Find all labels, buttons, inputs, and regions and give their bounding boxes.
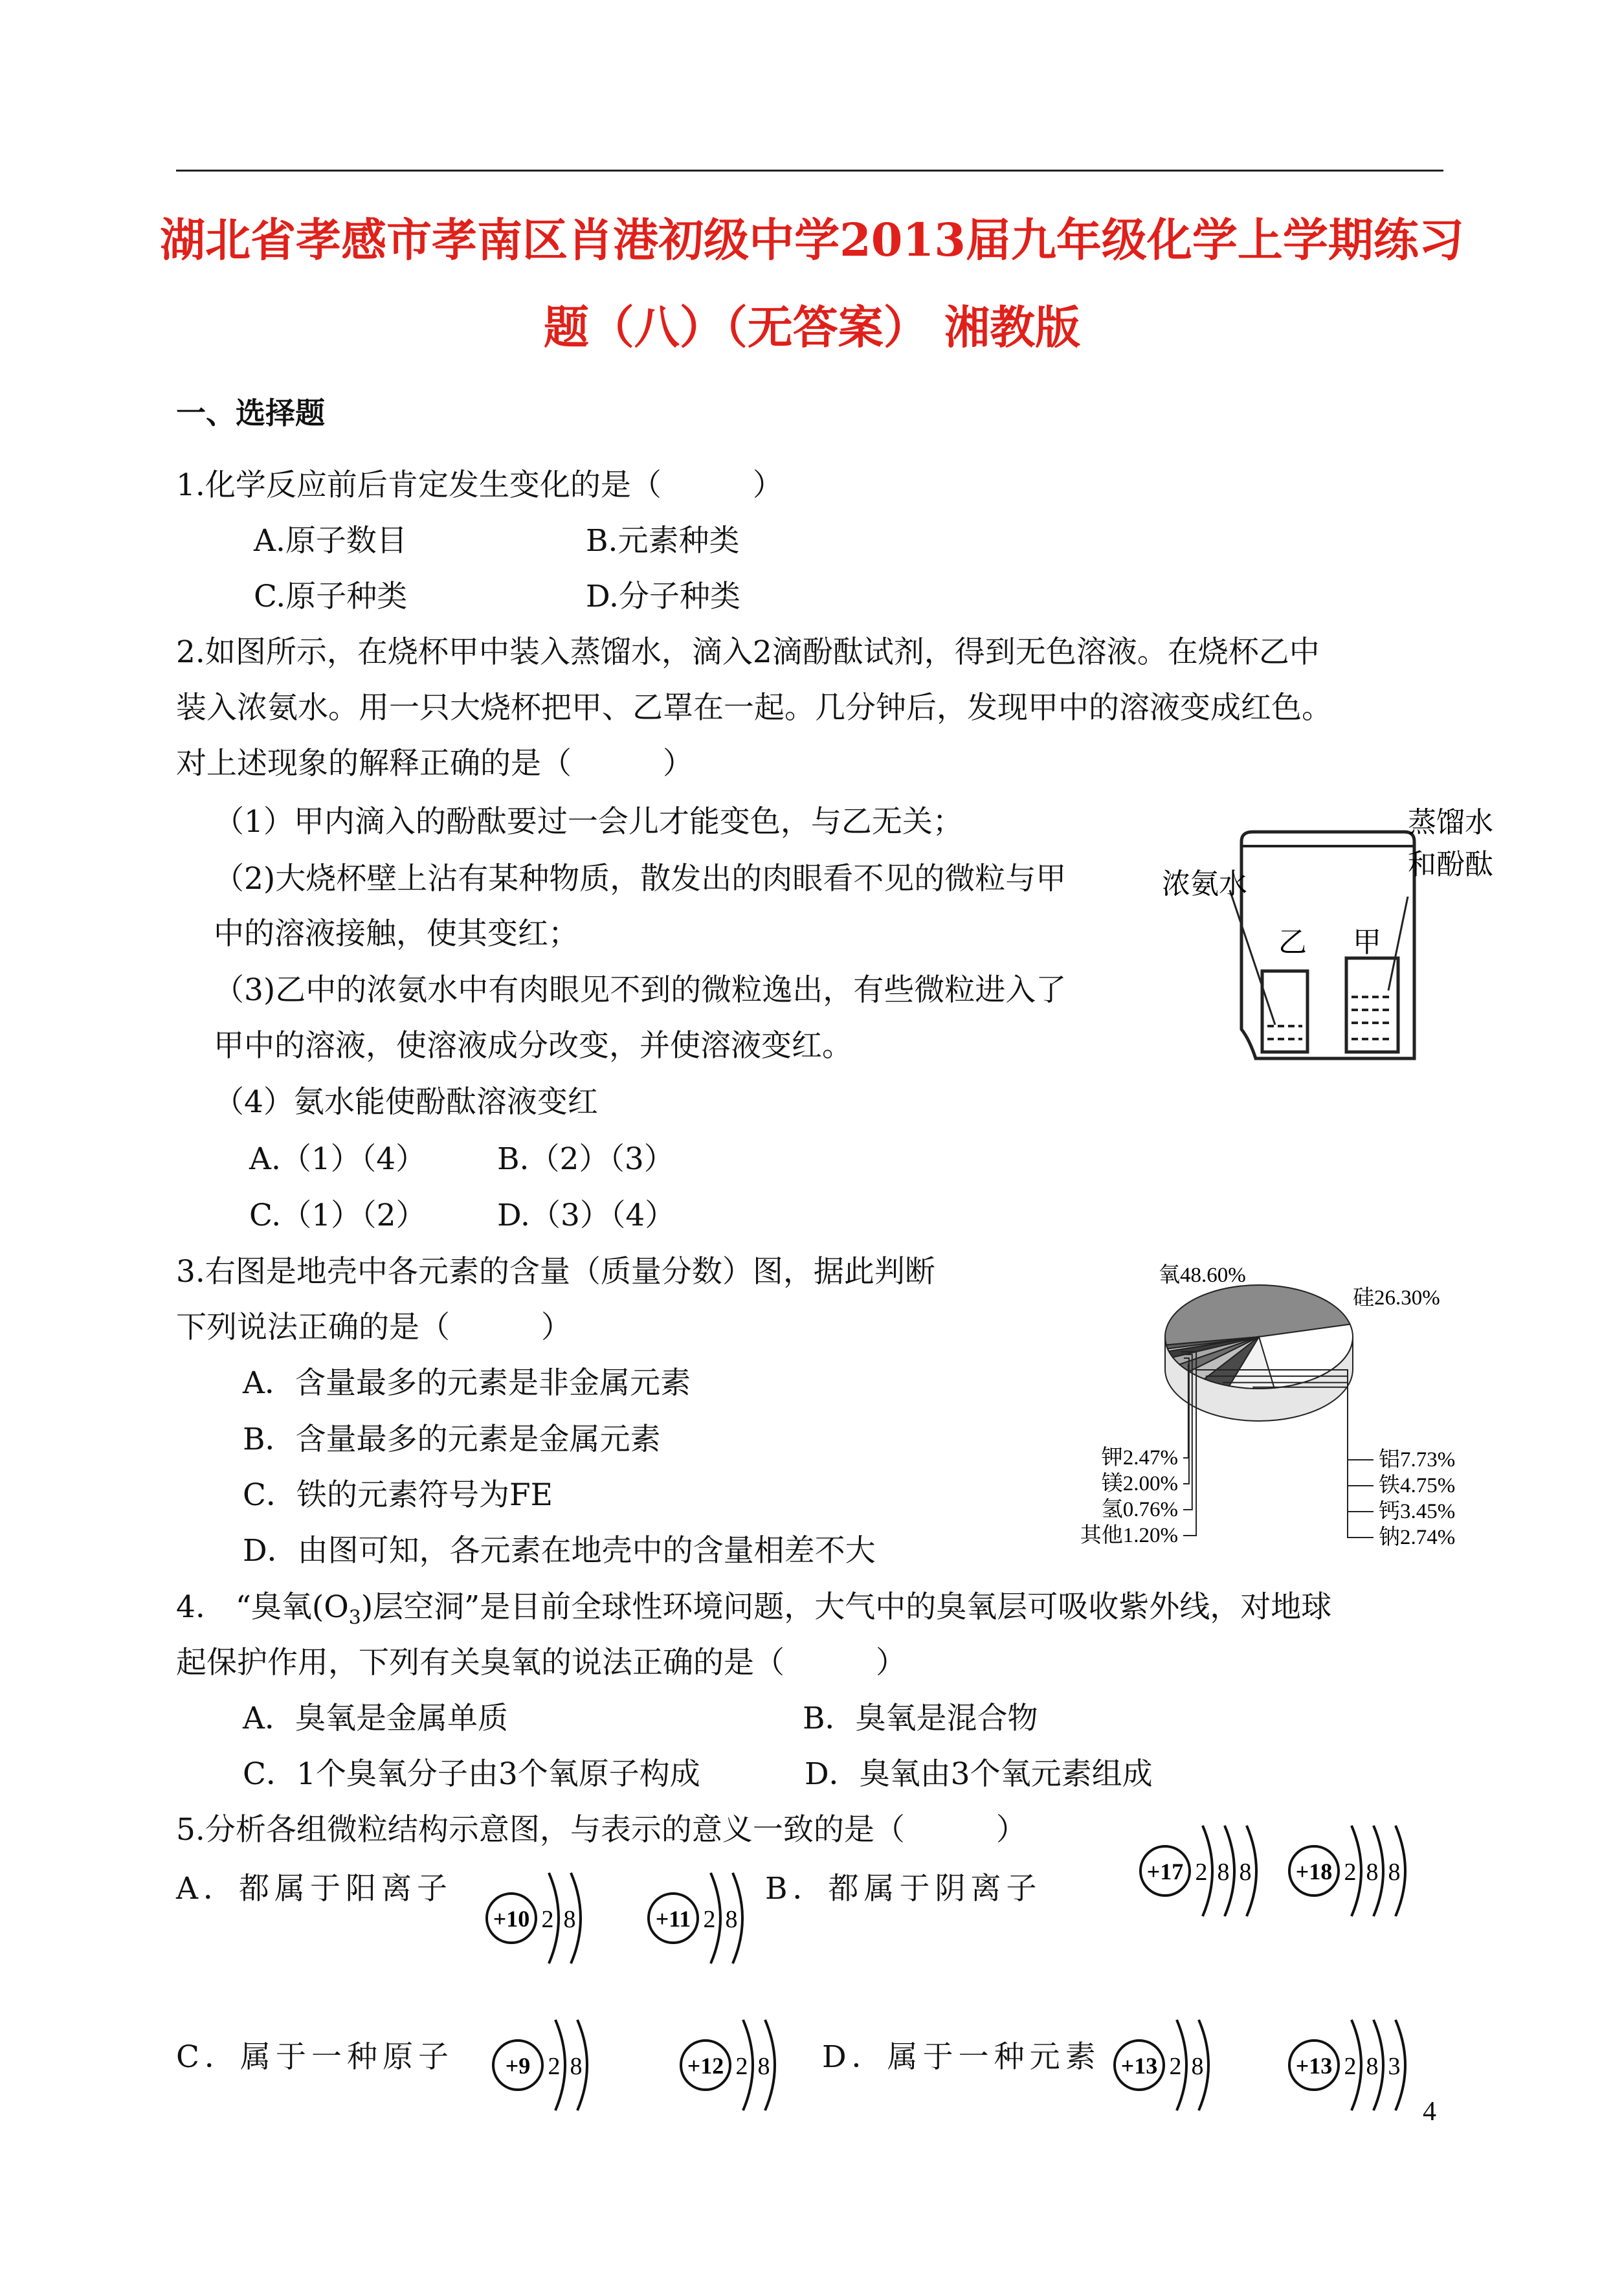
- pie-label-6: 钾2.47%: [1101, 1446, 1178, 1470]
- shell-electron-count: 2: [1169, 2053, 1182, 2080]
- page-number: 4: [1423, 2097, 1436, 2127]
- atom-diagram-c1: [493, 2020, 587, 2110]
- atom-diagram-d2: [1289, 2020, 1405, 2110]
- atom-diagram-a2: [649, 1873, 742, 1963]
- pie-label-8: 氢0.76%: [1101, 1498, 1178, 1521]
- nucleus-charge: +13: [1120, 2053, 1158, 2079]
- nucleus-charge: +9: [505, 2053, 531, 2079]
- q3-option-c: C．铁的元素符号为FE: [243, 1477, 553, 1513]
- q4-stem-part1: 4. “臭氧(O: [176, 1589, 349, 1625]
- atom-diagram-b2: [1289, 1826, 1405, 1916]
- q2-option-c: C.（1）（2）: [249, 1198, 427, 1233]
- shell-electron-count: 8: [725, 1906, 738, 1933]
- q1-option-d: D.分子种类: [586, 579, 740, 614]
- q2-stem-line1: 2.如图所示，在烧杯甲中装入蒸馏水，滴入2滴酚酞试剂，得到无色溶液。在烧杯乙中: [176, 634, 1320, 670]
- atom-diagram-c2: [681, 2020, 775, 2110]
- q1-option-b: B.元素种类: [586, 523, 740, 559]
- q5-option-a: A．都属于阳离子: [176, 1871, 452, 1907]
- q2-option-b: B.（2）（3）: [497, 1141, 674, 1177]
- pie-label-9: 其他1.20%: [1080, 1524, 1178, 1547]
- pie-label-5: 钠2.74%: [1379, 1526, 1456, 1549]
- q4-option-d: D．臭氧由3个氧元素组成: [805, 1756, 1153, 1792]
- shell-electron-count: 8: [1191, 2053, 1204, 2080]
- shell-electron-count: 2: [541, 1906, 554, 1933]
- shell-electron-count: 3: [1388, 2053, 1401, 2080]
- shell-electron-count: 2: [735, 2053, 748, 2080]
- q1-option-c: C.原子种类: [254, 579, 408, 614]
- q1-option-a: A.原子数目: [254, 523, 407, 559]
- q3-option-a: A．含量最多的元素是非金属元素: [243, 1365, 691, 1401]
- q2-statement-2b: 中的溶液接触，使其变红；: [214, 916, 579, 952]
- q2-option-d: D.（3）（4）: [497, 1198, 676, 1233]
- shell-electron-count: 8: [1217, 1859, 1230, 1886]
- q4-stem-part2: )层空洞”是目前全球性环境问题，大气中的臭氧层可吸收紫外线，对地球: [361, 1589, 1332, 1625]
- q4-subscript: 3: [348, 1606, 361, 1629]
- page-title-line1: 湖北省孝感市孝南区肖港初级中学2013届九年级化学上学期练习: [160, 213, 1464, 267]
- q2-stem-line2: 装入浓氨水。用一只大烧杯把甲、乙罩在一起。几分钟后，发现甲中的溶液变成红色。: [176, 690, 1332, 726]
- q1-stem: 1.化学反应前后肯定发生变化的是（ ）: [176, 467, 783, 503]
- q3-option-b: B．含量最多的元素是金属元素: [243, 1422, 661, 1457]
- shell-electron-count: 8: [757, 2053, 770, 2080]
- q3-stem-line1: 3.右图是地壳中各元素的含量（质量分数）图，据此判断: [176, 1254, 935, 1290]
- shell-electron-count: 2: [1195, 1859, 1208, 1886]
- label-phenolphthalein: 和酚酞: [1408, 849, 1493, 880]
- atom-diagram-b1: [1140, 1826, 1256, 1916]
- q5-option-b: B．都属于阴离子: [765, 1871, 1042, 1907]
- q4-stem-line2: 起保护作用，下列有关臭氧的说法正确的是（ ）: [176, 1645, 906, 1681]
- shell-electron-count: 8: [1366, 1859, 1379, 1886]
- q2-statement-3a: （3)乙中的浓氨水中有肉眼见不到的微粒逸出，有些微粒进入了: [214, 972, 1067, 1008]
- label-beaker-jia: 甲: [1353, 926, 1381, 958]
- q5-option-d: D．属于一种元素: [822, 2039, 1101, 2075]
- shell-electron-count: 2: [1344, 1859, 1357, 1886]
- pie-label-3: 铁4.75%: [1379, 1474, 1456, 1497]
- section-heading: 一、选择题: [176, 396, 325, 431]
- q4-option-c: C．1个臭氧分子由3个氧原子构成: [243, 1756, 700, 1792]
- shell-electron-count: 8: [570, 2053, 583, 2080]
- atom-diagram-d1: [1115, 2020, 1208, 2110]
- label-ammonia: 浓氨水: [1162, 868, 1247, 900]
- shell-electron-count: 2: [548, 2053, 561, 2080]
- shell-electron-count: 2: [703, 1906, 716, 1933]
- nucleus-charge: +18: [1295, 1859, 1333, 1885]
- q5-stem: 5.分析各组微粒结构示意图，与表示的意义一致的是（ ）: [176, 1812, 1027, 1848]
- nucleus-charge: +11: [655, 1906, 691, 1932]
- pie-label-0: 氧48.60%: [1159, 1264, 1246, 1287]
- pie-label-2: 铝7.73%: [1379, 1448, 1456, 1471]
- shell-electron-count: 8: [1388, 1859, 1401, 1886]
- pie-label-7: 镁2.00%: [1101, 1472, 1178, 1495]
- q5-option-c: C．属于一种原子: [176, 2039, 454, 2075]
- q2-statement-3b: 甲中的溶液，使溶液成分改变，并使溶液变红。: [214, 1028, 852, 1064]
- shell-electron-count: 8: [1366, 2053, 1379, 2080]
- atom-diagram-a1: [487, 1873, 581, 1963]
- nucleus-charge: +12: [687, 2053, 724, 2079]
- q2-option-a: A.（1）（4）: [249, 1141, 427, 1177]
- label-beaker-yi: 乙: [1278, 926, 1307, 958]
- nucleus-charge: +10: [493, 1906, 530, 1932]
- shell-electron-count: 8: [563, 1906, 576, 1933]
- q4-option-b: B．臭氧是混合物: [803, 1701, 1038, 1736]
- q2-stem-line3: 对上述现象的解释正确的是（ ）: [176, 746, 693, 781]
- q3-option-d: D．由图可知，各元素在地壳中的含量相差不大: [243, 1533, 876, 1569]
- shell-electron-count: 8: [1239, 1859, 1252, 1886]
- q3-stem-line2: 下列说法正确的是（ ）: [176, 1310, 572, 1345]
- label-water: 蒸馏水: [1408, 807, 1493, 838]
- page-title-line2: 题（八）（无答案） 湘教版: [543, 300, 1081, 354]
- q4-option-a: A．臭氧是金属单质: [243, 1701, 508, 1736]
- q2-statement-1: （1）甲内滴入的酚酞要过一会儿才能变色，与乙无关；: [214, 804, 963, 840]
- q2-statement-4: （4）氨水能使酚酞溶液变红: [214, 1084, 598, 1120]
- shell-electron-count: 2: [1344, 2053, 1357, 2080]
- pie-label-1: 硅26.30%: [1353, 1286, 1440, 1310]
- nucleus-charge: +13: [1295, 2053, 1333, 2079]
- nucleus-charge: +17: [1146, 1859, 1184, 1885]
- pie-label-4: 钙3.45%: [1379, 1500, 1456, 1523]
- q2-statement-2a: （2)大烧杯壁上沾有某种物质，散发出的肉眼看不见的微粒与甲: [214, 861, 1067, 897]
